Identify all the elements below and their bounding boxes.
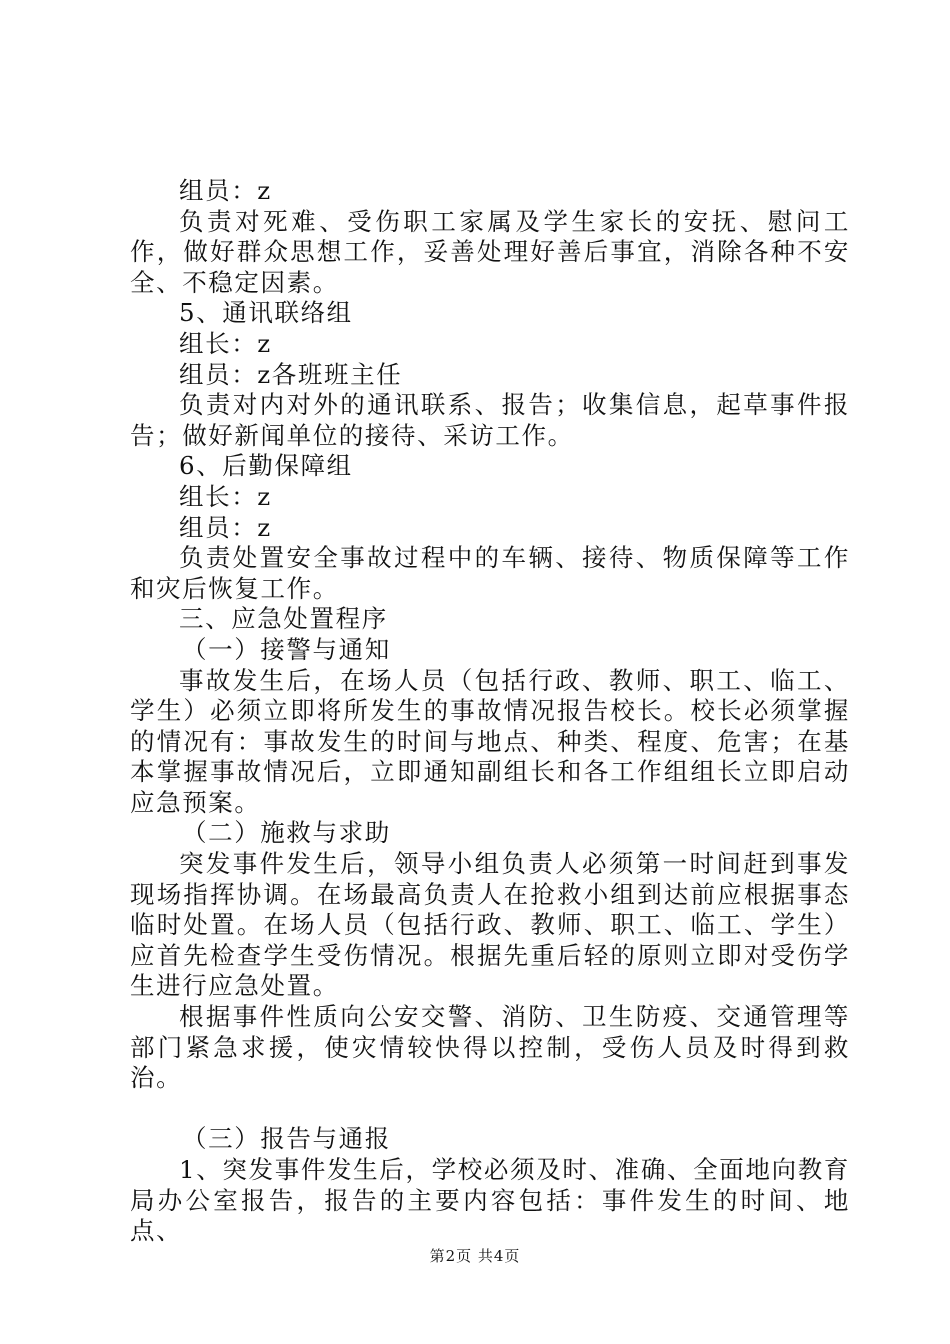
paragraph: 组员：z <box>179 512 272 542</box>
paragraph: 负责处置安全事故过程中的车辆、接待、物质保障等工作和灾后恢复工作。 <box>130 543 850 603</box>
paragraph: 组员：z各班班主任 <box>179 359 403 389</box>
paragraph: 1、突发事件发生后，学校必须及时、准确、全面地向教育局办公室报告，报告的主要内容包括：事件发生的时间、地点、 <box>130 1155 850 1246</box>
page-footer: 第2页 共4页 <box>429 1247 521 1265</box>
subsection-heading: （三）报告与通报 <box>182 1124 391 1154</box>
section-heading: 5、通讯联络组 <box>179 298 353 328</box>
paragraph: 组员：z <box>179 176 272 205</box>
paragraph: 组长：z <box>179 328 272 358</box>
paragraph: 负责对内对外的通讯联系、报告；收集信息，起草事件报告；做好新闻单位的接待、采访工作。 <box>130 390 850 450</box>
blank-line <box>130 1094 850 1125</box>
section-heading: 三、应急处置程序 <box>179 604 388 634</box>
document-body <box>130 176 850 1247</box>
subsection-heading: （二）施救与求助 <box>182 818 391 848</box>
paragraph: 根据事件性质向公安交警、消防、卫生防疫、交通管理等部门紧急求援，使灾情较快得以控制，受伤人员及时得到救治。 <box>130 1002 850 1093</box>
paragraph: 负责对死难、受伤职工家属及学生家长的安抚、慰问工作，做好群众思想工作，妥善处理好善后事宜，消除各种不安全、不稳定因素。 <box>130 206 850 297</box>
subsection-heading: （一）接警与通知 <box>182 634 391 664</box>
section-heading: 6、后勤保障组 <box>179 451 353 481</box>
paragraph: 突发事件发生后，领导小组负责人必须第一时间赶到事发现场指挥协调。在场最高负责人在抢救小组到达前应根据事态临时处置。在场人员（包括行政、教师、职工、临工、学生）应首先检查学生受伤情况。根据先重后轻的原则立即对受伤学生进行应急处置。 <box>130 849 850 1001</box>
paragraph: 组长：z <box>179 481 272 511</box>
paragraph: 事故发生后，在场人员（包括行政、教师、职工、临工、学生）必须立即将所发生的事故情况报告校长。校长必须掌握的情况有：事故发生的时间与地点、种类、程度、危害；在基本掌握事故情况后，立即通知副组长和各工作组组长立即启动应急预案。 <box>130 665 850 817</box>
